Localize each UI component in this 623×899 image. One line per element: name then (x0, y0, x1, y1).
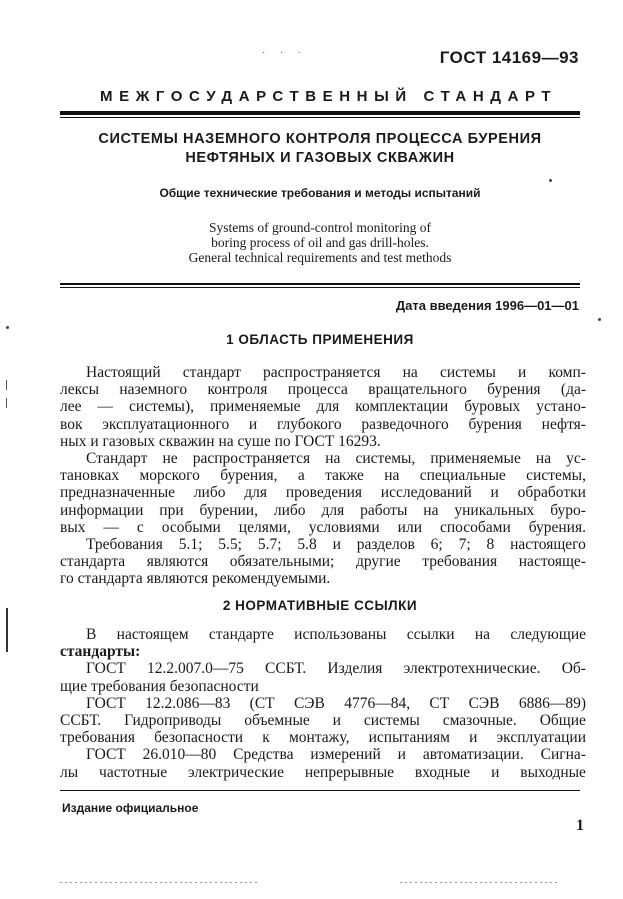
text-line: тановках морского бурения, а также на специальные системы, (60, 467, 586, 485)
text-line: Настоящий стандарт распространяется на системы и комп- (86, 364, 586, 381)
text-line: вок эксплуатационного и глубокого разведочного бурения нефтя- (60, 415, 586, 433)
scan-noise (60, 882, 260, 883)
text-line: вых — с особыми целями, условиями или способами бурения. (60, 518, 586, 536)
text-line: стандарты: (60, 643, 141, 661)
document-subtitle: Общие технические требования и методы испытаний (159, 186, 481, 200)
margin-tick-mark (6, 380, 7, 390)
text-line: предназначенные либо для проведения исследований и обработки (60, 484, 586, 502)
gost-code: ГОСТ 14169—93 (439, 48, 579, 67)
scan-specks: · · · (262, 48, 307, 59)
footer-rule (60, 790, 580, 791)
margin-tick-mark (6, 398, 7, 408)
text-line: лее — системы), применяемые для комплектации буровых устано- (60, 398, 586, 416)
section-2-body (60, 626, 586, 781)
scan-speck (549, 179, 552, 182)
text-line: Стандарт не распространяется на системы, применяемые на ус- (86, 449, 586, 467)
document-title (60, 130, 580, 168)
scan-speck (6, 326, 9, 329)
title-line-2: НЕФТЯНЫХ И ГАЗОВЫХ СКВАЖИН (185, 150, 455, 166)
page-mark: 1 (576, 817, 584, 834)
text-line: лексы наземного контроля процесса вращательного бурения (да- (60, 381, 586, 399)
text-line: ССБТ. Гидроприводы объемные и системы смазочные. Общие (60, 711, 586, 729)
english-title-line: boring process of oil and gas drill-holes. (211, 235, 429, 250)
text-line: Требования 5.1; 5.5; 5.7; 5.8 и разделов 6; 7; 8 настоящего (86, 535, 586, 553)
header-rule-thin (60, 117, 580, 118)
title-rule-thick (60, 283, 580, 285)
margin-bracket-mark (6, 608, 8, 652)
text-line: ных и газовых скважин на суше по ГОСТ 16293. (60, 432, 381, 450)
text-line: ГОСТ 12.2.086—83 (СТ СЭВ 4776—84, СТ СЭВ 6886—89) (86, 694, 586, 712)
official-edition-label: Издание официальное (62, 801, 199, 815)
header-rule-thick (60, 111, 580, 115)
text-line: лы частотные электрические непрерывные входные и выходные (60, 763, 586, 781)
english-title (60, 220, 580, 265)
text-line: ГОСТ 26.010—80 Средства измерений и автоматизации. Сигна- (86, 746, 586, 764)
text-line: го стандарта являются рекомендуемыми. (60, 570, 331, 588)
title-line-1: СИСТЕМЫ НАЗЕМНОГО КОНТРОЛЯ ПРОЦЕССА БУРЕНИЯ (98, 131, 542, 147)
section-1-body (60, 364, 586, 588)
text-line: щие требования безопасности (60, 677, 259, 695)
scan-noise (400, 882, 560, 883)
text-line: требования безопасности к монтажу, испытаниям и эксплуатации (60, 729, 586, 747)
title-rule-thin (60, 287, 580, 288)
text-line: стандарта являются обязательными; другие требования настояще- (60, 553, 586, 571)
text-line: информации при бурении, либо для работы на уникальных буро- (60, 501, 586, 519)
text-line: ГОСТ 12.2.007.0—75 ССБТ. Изделия электротехнические. Об- (86, 660, 586, 678)
section-2-heading: 2 НОРМАТИВНЫЕ ССЫЛКИ (222, 598, 418, 613)
section-1-heading: 1 ОБЛАСТЬ ПРИМЕНЕНИЯ (226, 332, 414, 347)
text-line: В настоящем стандарте использованы ссылки на следующие (86, 626, 586, 643)
scan-speck (598, 318, 601, 321)
interstate-standard-heading: МЕЖГОСУДАРСТВЕННЫЙ СТАНДАРТ (100, 88, 558, 105)
introduction-date: Дата введения 1996—01—01 (395, 298, 579, 313)
english-title-line: Systems of ground-control monitoring of (209, 220, 431, 235)
english-title-line: General technical requirements and test methods (188, 250, 452, 265)
